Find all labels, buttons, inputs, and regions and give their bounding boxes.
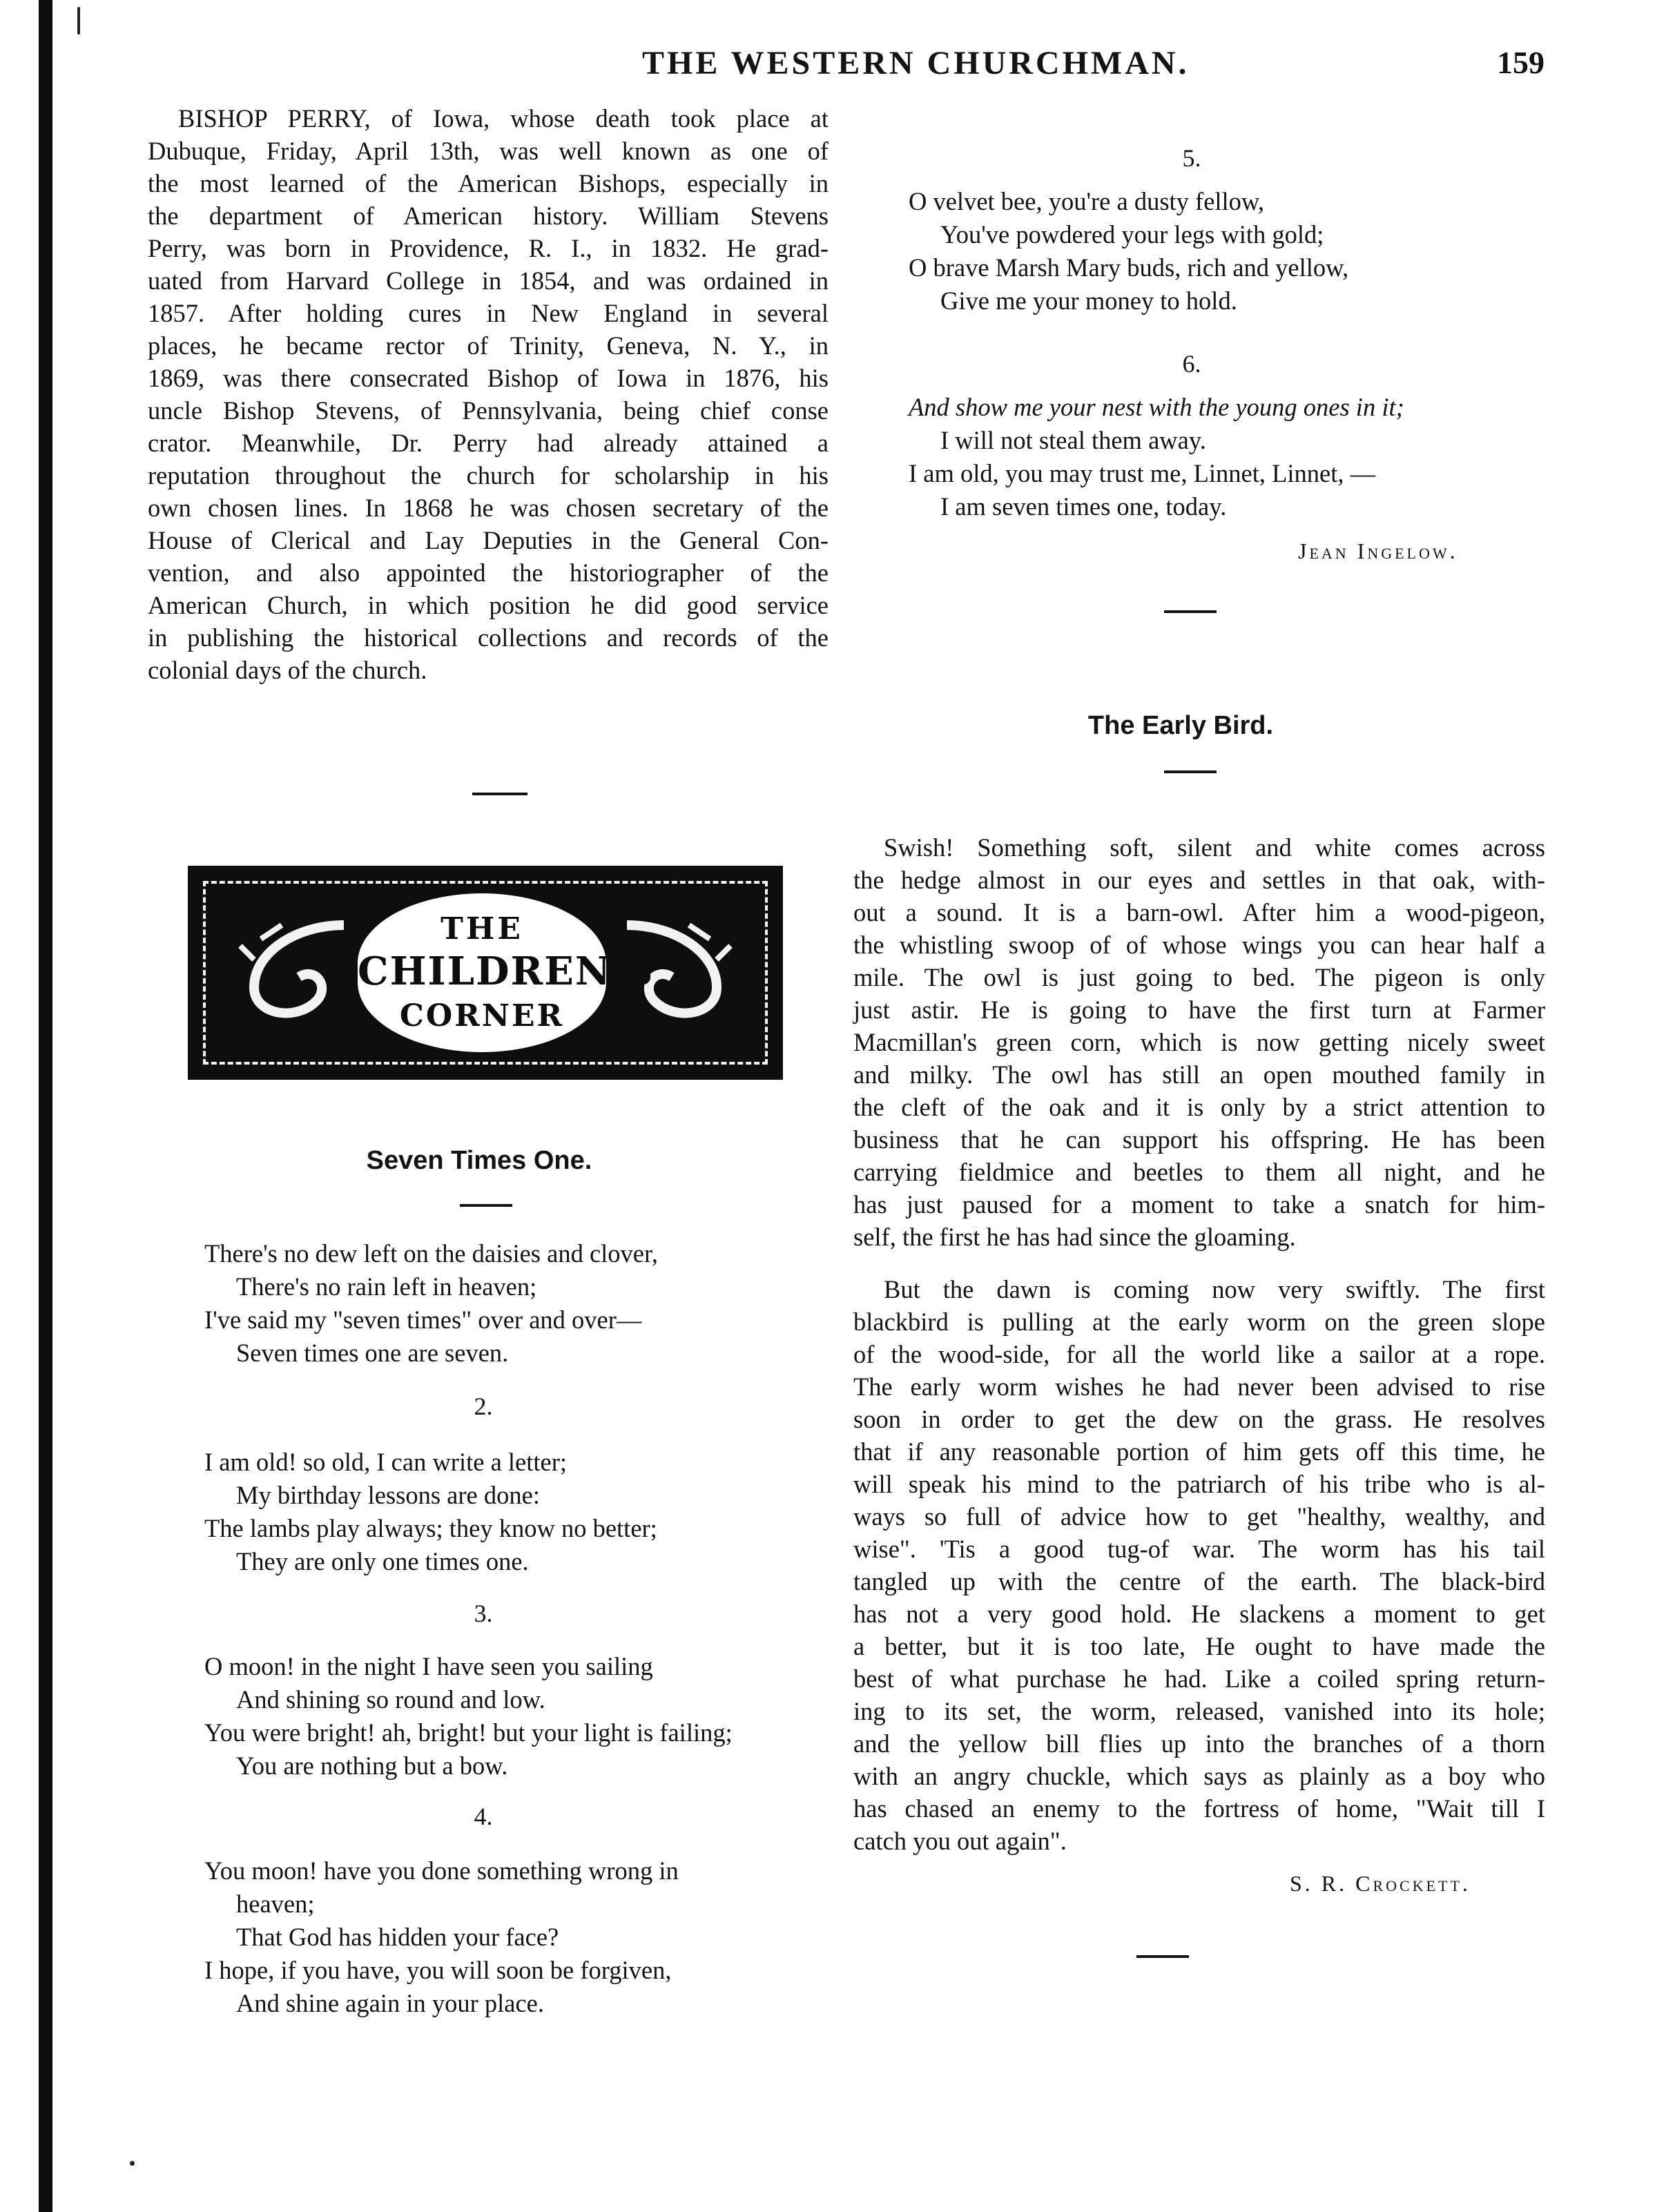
poem-stanza-6 (909, 391, 1404, 523)
section-divider (1164, 770, 1217, 773)
text-line: reputation throughout the church for scholarship in his (148, 461, 829, 489)
text-line: just astir. He is going to have the first turn at Farmer (853, 996, 1545, 1024)
section-divider (1164, 610, 1217, 613)
running-title: THE WESTERN CHURCHMAN. (642, 45, 1190, 81)
text-line: uated from Harvard College in 1854, and was ordained in (148, 266, 829, 295)
text-line: best of what purchase he had. Like a coiled spring return- (853, 1665, 1545, 1693)
poem-line: O brave Marsh Mary buds, rich and yellow, (909, 253, 1349, 282)
stanza-number: 5. (1182, 144, 1201, 172)
text-line: places, he became rector of Trinity, Geneva, N. Y., in (148, 331, 829, 360)
poem-stanza-3 (204, 1650, 733, 1783)
page-edge-rule (39, 0, 52, 2212)
text-line: has just paused for a moment to take a snatch for him- (853, 1190, 1545, 1219)
obituary-article (148, 102, 829, 686)
poem-line: heaven; (236, 1890, 315, 1918)
poem-stanza-5 (909, 185, 1348, 318)
banner-the: THE (440, 911, 523, 947)
banner-childrens: CHILDREN'S (358, 949, 655, 994)
text-line: and milky. The owl has still an open mouthed family in (853, 1060, 1545, 1089)
section-divider (1136, 1955, 1189, 1958)
text-line: Dubuque, Friday, April 13th, was well known as one of (148, 137, 829, 165)
poem-line: There's no rain left in heaven; (236, 1272, 537, 1301)
poem-line: You moon! have you done something wrong in (204, 1856, 679, 1885)
poem-stanza-2 (204, 1446, 657, 1578)
text-line: tangled up with the centre of the earth. The black-bird (853, 1567, 1545, 1595)
poem-line: Give me your money to hold. (940, 287, 1237, 315)
poem-stanza-4 (204, 1854, 679, 2020)
text-line: of the wood-side, for all the world like a sailor at a rope. (853, 1340, 1545, 1368)
obituary-text (148, 102, 829, 686)
text-line: out a sound. It is a barn-owl. After him a wood-pigeon, (853, 898, 1545, 926)
text-line: catch you out again". (853, 1827, 1067, 1855)
text-line: Macmillan's green corn, which is now getting nicely sweet (853, 1028, 1545, 1056)
section-divider (472, 793, 527, 795)
text-line: with an angry chuckle, which says as plainly as a boy who (853, 1762, 1545, 1790)
poem-line: The lambs play always; they know no better; (204, 1514, 657, 1542)
text-line: mile. The owl is just going to bed. The pigeon is only (853, 963, 1545, 991)
story-paragraph-2-text (853, 1273, 1545, 1857)
poem-line: I will not steal them away. (940, 426, 1206, 454)
text-line: vention, and also appointed the historiographer of the (148, 559, 829, 587)
text-line: in publishing the historical collections and records of the (148, 623, 829, 652)
scroll-ornament-left (233, 911, 351, 1029)
text-line: has chased an enemy to the fortress of home, "Wait till I (853, 1794, 1545, 1823)
poem-line: O velvet bee, you're a dusty fellow, (909, 187, 1265, 215)
text-line: and the yellow bill flies up into the branches of a thorn (853, 1729, 1545, 1758)
text-line: the department of American history. William Stevens (148, 202, 829, 230)
poem-line: I am old! so old, I can write a letter; (204, 1448, 568, 1476)
text-line: blackbird is pulling at the early worm on the green slope (853, 1308, 1545, 1336)
stanza-number: 2. (474, 1393, 493, 1420)
text-line: 1869, was there consecrated Bishop of Iowa in 1876, his (148, 364, 829, 392)
text-line: the hedge almost in our eyes and settles in that oak, with- (853, 866, 1545, 894)
poem-line: And shine again in your place. (236, 1989, 544, 2017)
page-number: 159 (1497, 45, 1545, 80)
text-line: carrying fieldmice and beetles to them all night, and he (853, 1158, 1545, 1186)
poem-line: My birthday lessons are done: (236, 1481, 540, 1509)
text-line: Swish! Something soft, silent and white comes across (884, 833, 1545, 862)
poem-line: They are only one times one. (236, 1547, 529, 1575)
poem-line: And shining so round and low. (236, 1685, 545, 1714)
text-line: But the dawn is coming now very swiftly. The first (884, 1275, 1545, 1303)
text-line: self, the first he has had since the gloaming. (853, 1223, 1296, 1251)
scan-speck (77, 7, 80, 35)
text-line: The early worm wishes he had never been advised to rise (853, 1372, 1545, 1401)
childrens-corner-banner (188, 866, 783, 1080)
poem-line: I am seven times one, today. (940, 492, 1227, 521)
text-line: Perry, was born in Providence, R. I., in 1832. He grad- (148, 234, 829, 262)
poem-line: I am old, you may trust me, Linnet, Linnet, — (909, 459, 1376, 487)
text-line: will speak his mind to the patriarch of his tribe who is al- (853, 1470, 1545, 1498)
text-line: the cleft of the oak and it is only by a strict attention to (853, 1093, 1545, 1121)
story-author: S. R. Crockett. (1290, 1871, 1471, 1896)
text-line: 1857. After holding cures in New England in several (148, 299, 829, 327)
story-title: The Early Bird. (1087, 711, 1274, 740)
text-line: colonial days of the church. (148, 656, 427, 684)
poem-line: And show me your nest with the young ones in it; (909, 393, 1404, 421)
poem-line: I hope, if you have, you will soon be forgiven, (204, 1956, 672, 1984)
text-line: has not a very good hold. He slackens a moment to get (853, 1600, 1545, 1628)
text-line: business that he can support his offspring. He has been (853, 1125, 1545, 1154)
text-line: soon in order to get the dew on the grass. He resolves (853, 1405, 1545, 1433)
banner-title-plate (358, 893, 655, 1052)
text-line: House of Clerical and Lay Deputies in the General Con- (148, 526, 829, 554)
story-paragraph-2 (853, 1273, 1545, 1857)
text-line: that if any reasonable portion of him gets off this time, he (853, 1437, 1545, 1466)
poem-line: I've said my "seven times" over and over— (204, 1306, 642, 1334)
story-paragraph-1-text (853, 831, 1545, 1253)
poem-line: You are nothing but a bow. (236, 1752, 508, 1780)
stanza-number: 3. (474, 1600, 493, 1627)
text-line: crator. Meanwhile, Dr. Perry had already attained a (148, 429, 829, 457)
poem-line: That God has hidden your face? (236, 1923, 559, 1951)
poem-title: Seven Times One. (366, 1146, 592, 1175)
scan-speck (130, 2161, 135, 2166)
banner-corner: CORNER (399, 998, 565, 1034)
stanza-number: 4. (474, 1803, 493, 1830)
stanza-number: 6. (1182, 350, 1201, 378)
text-line: BISHOP PERRY, of Iowa, whose death took place at (178, 104, 829, 133)
text-line: the most learned of the American Bishops, especially in (148, 169, 829, 197)
section-divider (460, 1204, 512, 1207)
story-paragraph-1 (853, 831, 1545, 1253)
text-line: ing to its set, the worm, released, vanished into its hole; (853, 1697, 1545, 1725)
poem-line: Seven times one are seven. (236, 1339, 509, 1367)
poem-line: O moon! in the night I have seen you sailing (204, 1652, 653, 1680)
text-line: a better, but it is too late, He ought to have made the (853, 1632, 1545, 1660)
poem-author: Jean Ingelow. (1298, 539, 1458, 563)
text-line: uncle Bishop Stevens, of Pennsylvania, being chief conse (148, 396, 829, 425)
text-line: ways so full of advice how to get "healthy, wealthy, and (853, 1502, 1545, 1531)
text-line: wise". 'Tis a good tug-of war. The worm has his tail (853, 1535, 1545, 1563)
poem-line: You've powdered your legs with gold; (940, 220, 1324, 249)
poem-stanza-1 (204, 1237, 658, 1370)
poem-line: There's no dew left on the daisies and clover, (204, 1239, 658, 1268)
text-line: American Church, in which position he did good service (148, 591, 829, 619)
poem-line: You were bright! ah, bright! but your light is failing; (204, 1718, 733, 1747)
text-line: own chosen lines. In 1868 he was chosen secretary of the (148, 494, 829, 522)
text-line: the whistling swoop of of whose wings you can hear half a (853, 931, 1545, 959)
